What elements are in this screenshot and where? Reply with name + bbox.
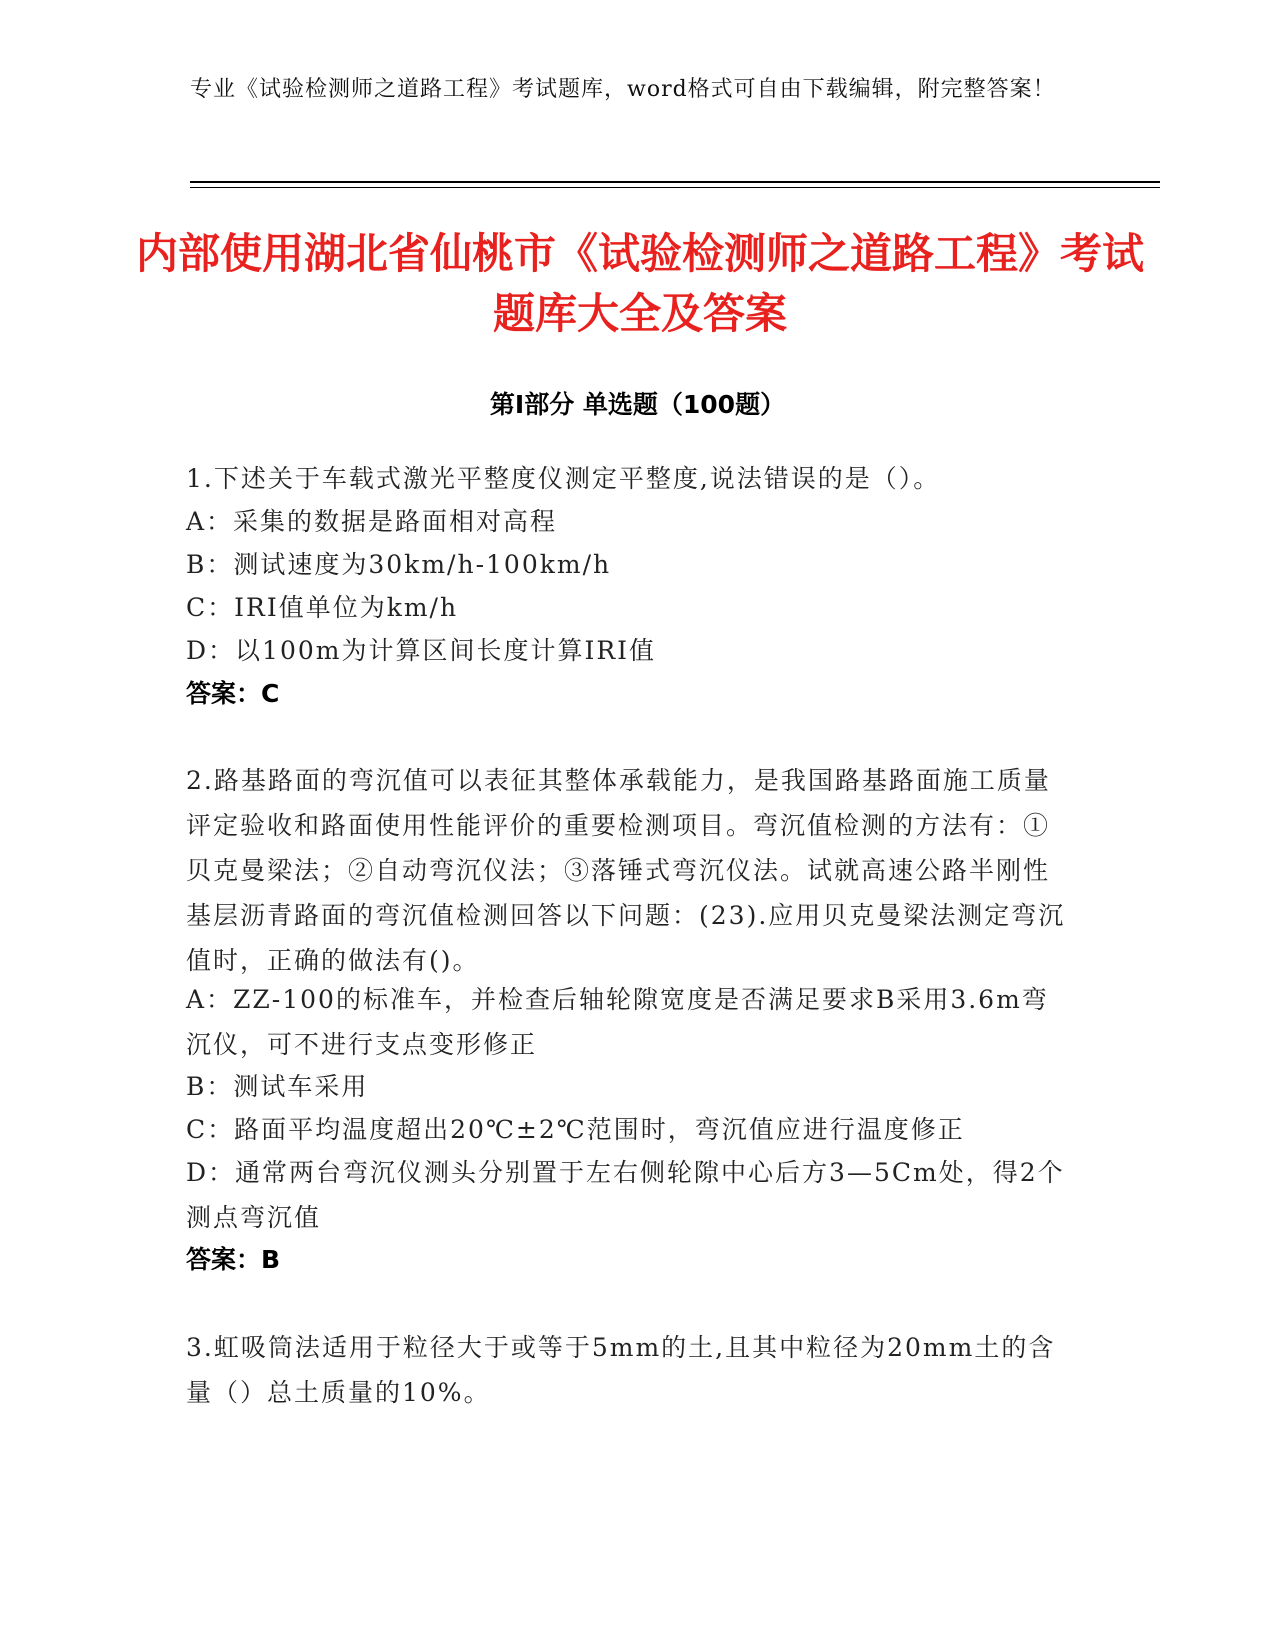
question-1-text: 1.下述关于车载式激光平整度仪测定平整度,说法错误的是（）。 bbox=[186, 464, 941, 493]
question-1-option-b: B：测试速度为30km/h-100km/h bbox=[186, 550, 612, 579]
section-heading: 第Ⅰ部分 单选题（100题） bbox=[489, 390, 786, 419]
question-2-option-d: D：通常两台弯沉仪测头分别置于左右侧轮隙中心后方3—5Cm处，得2个测点弯沉值 bbox=[186, 1158, 1065, 1232]
question-1-option-d: D：以100m为计算区间长度计算IRI值 bbox=[186, 636, 657, 665]
header-divider-thin bbox=[190, 187, 1160, 188]
document-title: 内部使用湖北省仙桃市《试验检测师之道路工程》考试题库大全及答案 bbox=[135, 229, 1144, 338]
question-2-option-b: B：测试车采用 bbox=[186, 1072, 369, 1101]
question-1-answer: 答案：C bbox=[186, 679, 280, 708]
header-divider-thick bbox=[190, 181, 1160, 183]
question-1-option-a: A：采集的数据是路面相对高程 bbox=[186, 507, 558, 536]
question-2-text: 2.路基路面的弯沉值可以表征其整体承载能力，是我国路基路面施工质量评定验收和路面使用性能评价的重要检测项目。弯沉值检测的方法有：①贝克曼梁法；②自动弯沉仪法；③落锤式弯沉仪法。试就高速公路半刚性基层沥青路面的弯沉值检测回答以下问题：(23).应用贝克曼梁法测定弯沉值时，正确的做法有()。 bbox=[186, 766, 1066, 975]
header-note: 专业《试验检测师之道路工程》考试题库，word格式可自由下载编辑，附完整答案！ bbox=[190, 77, 1056, 102]
question-3-text: 3.虹吸筒法适用于粒径大于或等于5mm的土,且其中粒径为20mm土的含量（）总土质量的10%。 bbox=[186, 1333, 1056, 1407]
question-2-answer: 答案：B bbox=[186, 1245, 281, 1274]
question-2-option-c: C：路面平均温度超出20℃±2℃范围时，弯沉值应进行温度修正 bbox=[186, 1115, 965, 1144]
question-2-option-a: A：ZZ-100的标准车，并检查后轴轮隙宽度是否满足要求B采用3.6m弯沉仪，可不进行支点变形修正 bbox=[186, 985, 1049, 1059]
question-1-option-c: C：IRI值单位为km/h bbox=[186, 593, 459, 622]
